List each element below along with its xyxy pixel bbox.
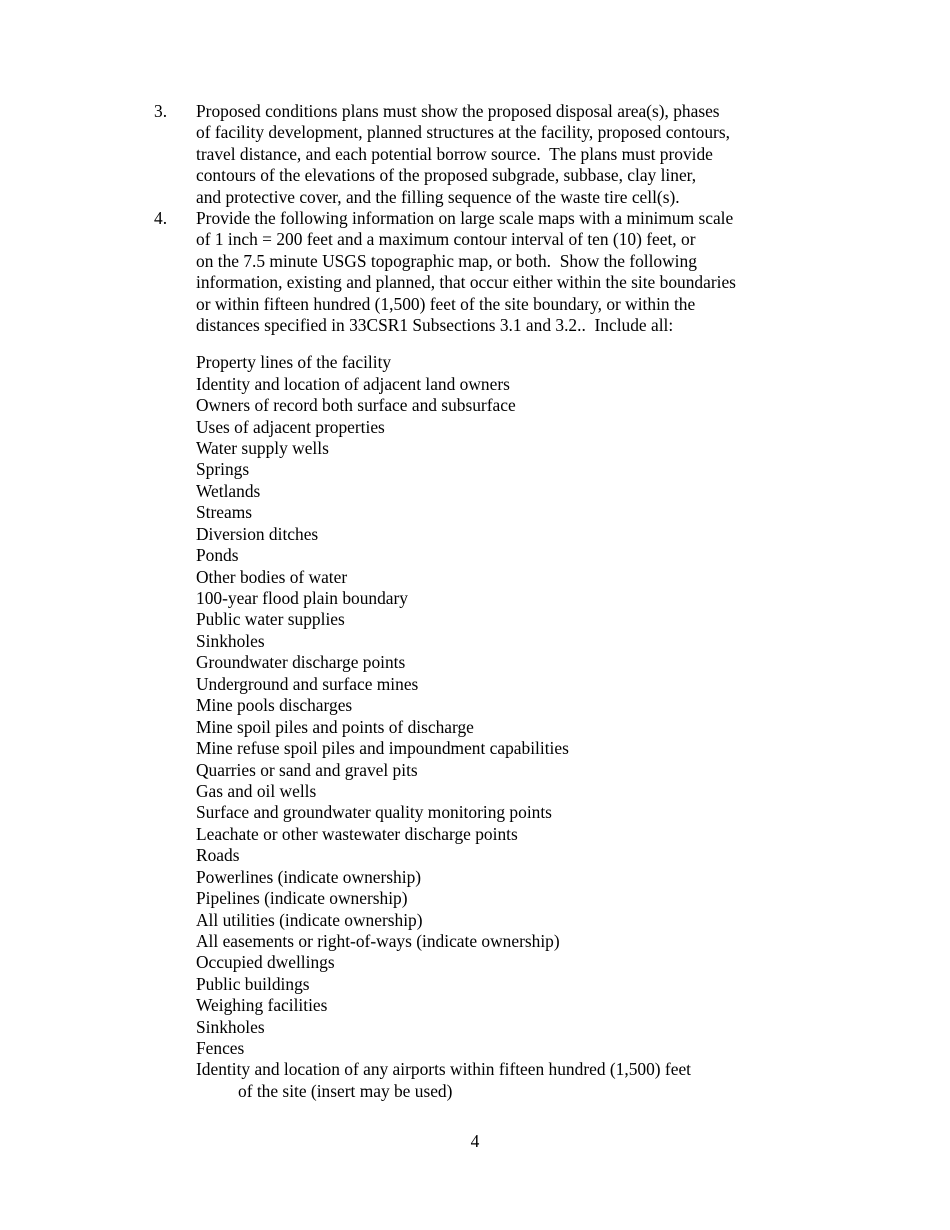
paragraph-line: travel distance, and each potential borrow source. The plans must provide: [196, 144, 713, 164]
list-item: Mine refuse spoil piles and impoundment capabilities: [196, 738, 569, 758]
paragraph-line: on the 7.5 minute USGS topographic map, or both. Show the following: [196, 251, 697, 271]
list-item: Surface and groundwater quality monitoring points: [196, 802, 552, 822]
list-item-continuation: of the site (insert may be used): [238, 1081, 453, 1101]
paragraph-line: Provide the following information on large scale maps with a minimum scale: [196, 208, 734, 228]
paragraph-line: contours of the elevations of the proposed subgrade, subbase, clay liner,: [196, 165, 697, 185]
list-item: Sinkholes: [196, 631, 265, 651]
list-item: Diversion ditches: [196, 524, 319, 544]
list-item: Streams: [196, 502, 253, 522]
page-number: 4: [470, 1131, 480, 1151]
list-item: Occupied dwellings: [196, 952, 335, 972]
paragraph-line: Proposed conditions plans must show the proposed disposal area(s), phases: [196, 101, 720, 121]
paragraph-line: and protective cover, and the filling sequence of the waste tire cell(s).: [196, 187, 680, 207]
list-item: Property lines of the facility: [196, 352, 392, 372]
list-item: Underground and surface mines: [196, 674, 419, 694]
paragraph-number: 3.: [154, 101, 168, 121]
list-item: Mine spoil piles and points of discharge: [196, 717, 474, 737]
list-item: Fences: [196, 1038, 245, 1058]
list-item: Public water supplies: [196, 609, 345, 629]
list-item: Roads: [196, 845, 240, 865]
list-item: Ponds: [196, 545, 239, 565]
list-item: Springs: [196, 459, 250, 479]
list-item: Groundwater discharge points: [196, 652, 406, 672]
list-item: All utilities (indicate ownership): [196, 910, 423, 930]
list-item: Leachate or other wastewater discharge points: [196, 824, 518, 844]
list-item: Gas and oil wells: [196, 781, 317, 801]
paragraph-line: of facility development, planned structures at the facility, proposed contours,: [196, 122, 730, 142]
paragraph-line: or within fifteen hundred (1,500) feet of the site boundary, or within the: [196, 294, 696, 314]
list-item: Identity and location of any airports within fifteen hundred (1,500) feet: [196, 1059, 691, 1079]
paragraph-line: information, existing and planned, that occur either within the site boundaries: [196, 272, 736, 292]
list-item: Sinkholes: [196, 1017, 265, 1037]
list-item: All easements or right-of-ways (indicate ownership): [196, 931, 560, 951]
list-item: Water supply wells: [196, 438, 329, 458]
list-item: Powerlines (indicate ownership): [196, 867, 422, 887]
list-item: Mine pools discharges: [196, 695, 353, 715]
paragraph-line: of 1 inch = 200 feet and a maximum contour interval of ten (10) feet, or: [196, 229, 696, 249]
list-item: Owners of record both surface and subsurface: [196, 395, 516, 415]
list-item: Wetlands: [196, 481, 261, 501]
list-item: Identity and location of adjacent land owners: [196, 374, 510, 394]
list-item: Public buildings: [196, 974, 310, 994]
list-item: Quarries or sand and gravel pits: [196, 760, 418, 780]
list-item: Weighing facilities: [196, 995, 328, 1015]
list-item: Uses of adjacent properties: [196, 417, 385, 437]
list-item: Pipelines (indicate ownership): [196, 888, 408, 908]
paragraph-number: 4.: [154, 208, 168, 228]
paragraph-line: distances specified in 33CSR1 Subsections 3.1 and 3.2.. Include all:: [196, 315, 674, 335]
list-item: Other bodies of water: [196, 567, 348, 587]
list-item: 100-year flood plain boundary: [196, 588, 409, 608]
